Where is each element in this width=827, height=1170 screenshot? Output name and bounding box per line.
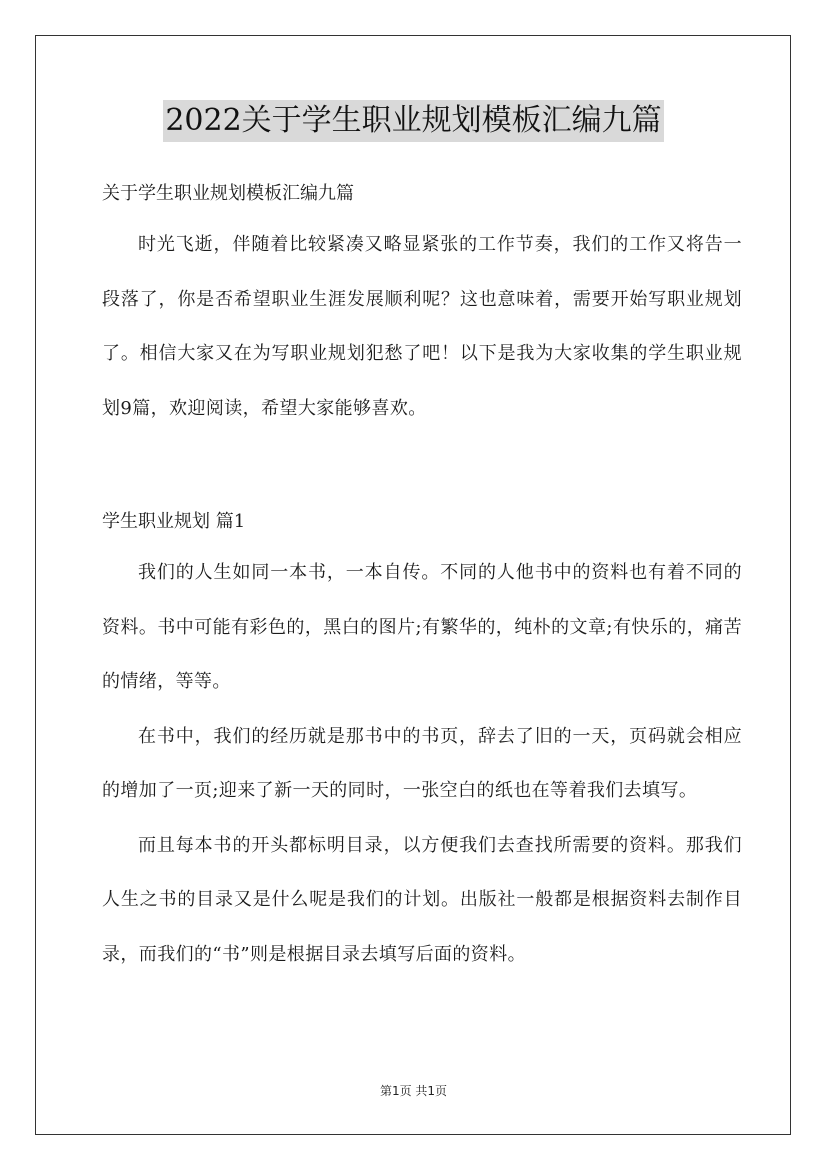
document-subtitle: 关于学生职业规划模板汇编九篇 xyxy=(102,183,354,204)
document-title: 2022关于学生职业规划模板汇编九篇 xyxy=(163,100,663,142)
page-footer: 第1页 共1页 xyxy=(379,1084,448,1098)
section-paragraph: 在书中，我们的经历就是那书中的书页，辞去了旧的一天，页码就会相应的增加了一页;迎来了新一天的同时，一张空白的纸也在等着我们去填写。 xyxy=(102,725,742,801)
section-heading: 学生职业规划 篇1 xyxy=(102,511,246,532)
intro-paragraph: 时光飞逝，伴随着比较紧凑又略显紧张的工作节奏，我们的工作又将告一段落了，你是否希望职业生涯发展顺利呢？这也意味着，需要开始写职业规划了。相信大家又在为写职业规划犯愁了吧！以下是我为大家收集的学生职业规划9篇，欢迎阅读，希望大家能够喜欢。 xyxy=(102,234,742,419)
section-paragraph: 我们的人生如同一本书，一本自传。不同的人他书中的资料也有着不同的资料。书中可能有彩色的，黑白的图片;有繁华的，纯朴的文章;有快乐的，痛苦的情绪，等等。 xyxy=(102,562,742,692)
document-body xyxy=(102,170,742,982)
section-paragraph: 而且每本书的开头都标明目录，以方便我们去查找所需要的资料。那我们人生之书的目录又是什么呢是我们的计划。出版社一般都是根据资料去制作目录，而我们的“书”则是根据目录去填写后面的资料。 xyxy=(102,834,742,965)
title-container xyxy=(0,100,827,142)
